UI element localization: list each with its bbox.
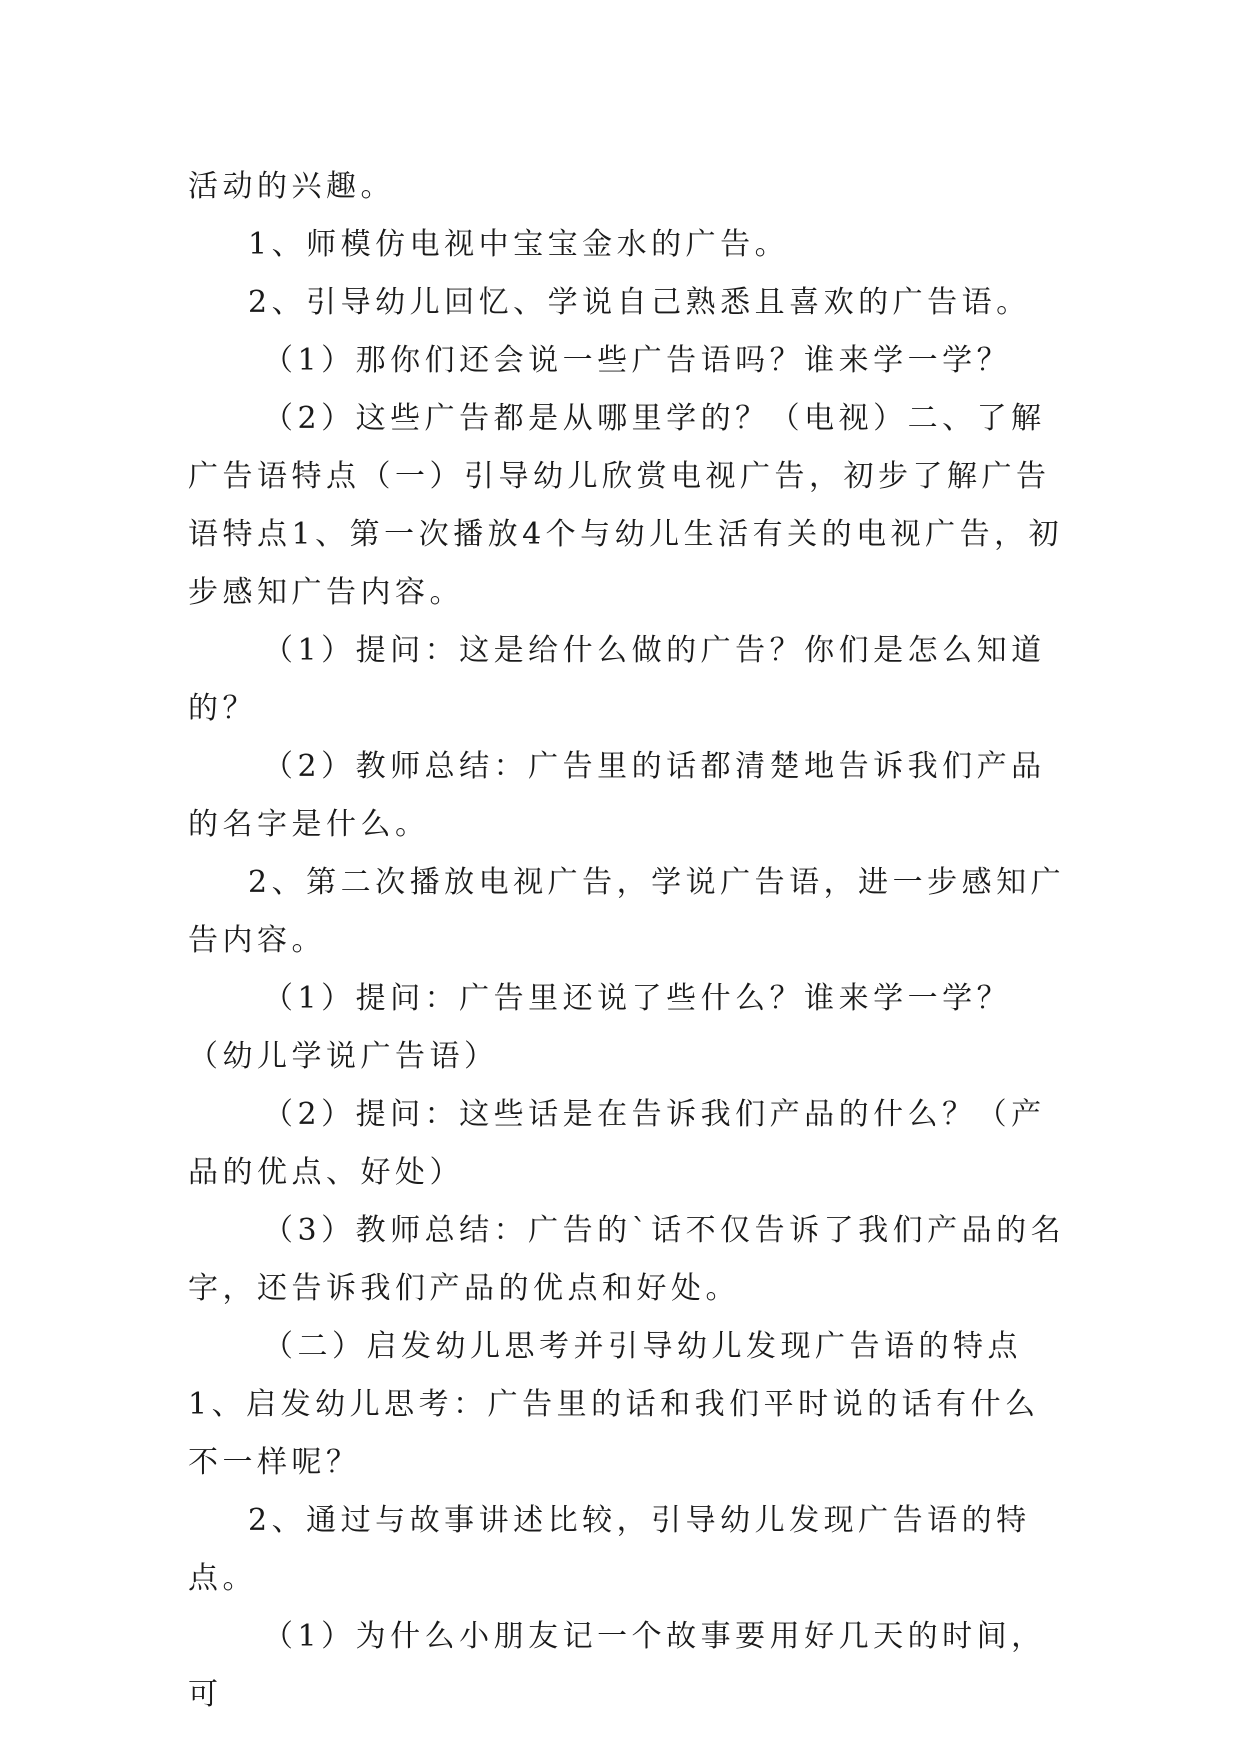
paragraph: （2）这些广告都是从哪里学的？（电视）二、了解广告语特点（一）引导幼儿欣赏电视广告，初步了解广告语特点1、第一次播放4个与幼儿生活有关的电视广告，初步感知广告内容。	[188, 401, 1064, 610]
paragraph: （1）那你们还会说一些广告语吗？谁来学一学？	[263, 343, 1012, 378]
paragraph: （2）提问：这些话是在告诉我们产品的什么？（产品的优点、好处）	[188, 1097, 1046, 1190]
paragraph: 2、通过与故事讲述比较，引导幼儿发现广告语的特点。	[188, 1503, 1031, 1596]
paragraph: 1、师模仿电视中宝宝金水的广告。	[248, 227, 790, 262]
paragraph: （1）为什么小朋友记一个故事要用好几天的时间，可	[188, 1619, 1046, 1712]
document-body	[188, 158, 1068, 1724]
paragraph: （1）提问：广告里还说了些什么？谁来学一学？（幼儿学说广告语）	[188, 981, 1012, 1074]
paragraph: （3）教师总结：广告的`话不仅告诉了我们产品的名字，还告诉我们产品的优点和好处。	[188, 1213, 1066, 1306]
paragraph: 活动的兴趣。	[188, 169, 395, 204]
paragraph: （2）教师总结：广告里的话都清楚地告诉我们产品的名字是什么。	[188, 749, 1046, 842]
paragraph: （1）提问：这是给什么做的广告？你们是怎么知道的？	[188, 633, 1046, 726]
paragraph: （二）启发幼儿思考并引导幼儿发现广告语的特点1、启发幼儿思考：广告里的话和我们平时说的话有什么不一样呢？	[188, 1329, 1040, 1480]
paragraph: 2、引导幼儿回忆、学说自己熟悉且喜欢的广告语。	[248, 285, 1031, 320]
paragraph: 2、第二次播放电视广告，学说广告语，进一步感知广告内容。	[188, 865, 1066, 958]
